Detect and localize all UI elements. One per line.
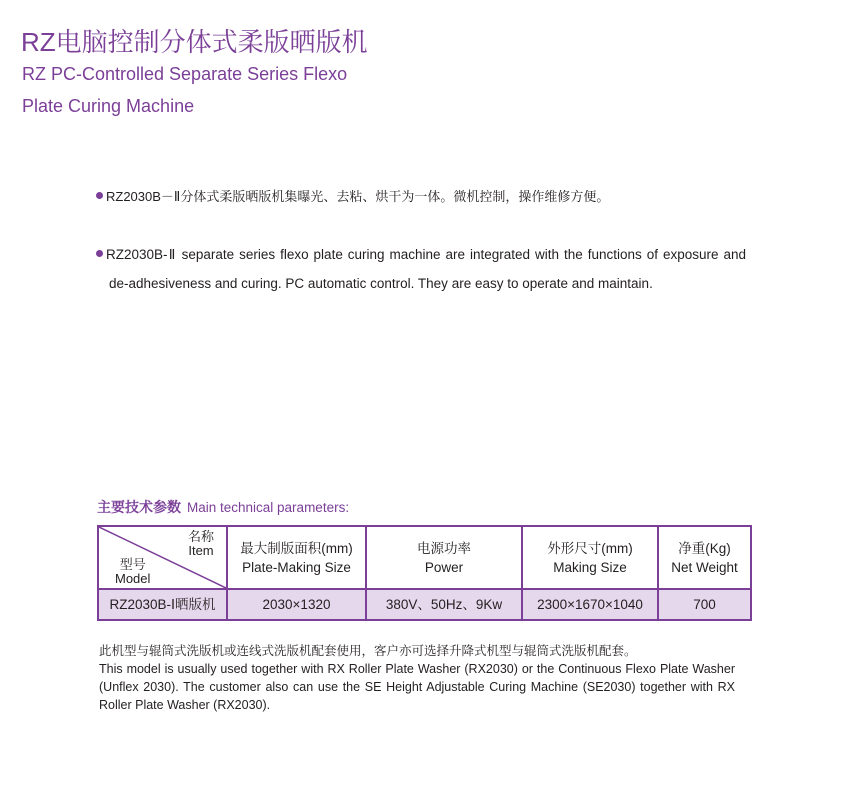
- page-title-en-line1: RZ PC-Controlled Separate Series Flexo: [22, 64, 348, 84]
- bullet-dot-icon: [96, 192, 103, 199]
- cell-power: 380V、50Hz、9Kw: [366, 589, 522, 620]
- cell-dimensions: 2300×1670×1040: [522, 589, 658, 620]
- column-header-weight-cn: 净重(Kg): [678, 540, 731, 556]
- description-cn-text: RZ2030B－Ⅱ分体式柔版晒版机集曝光、去粘、烘干为一体。微机控制，操作维修方便。: [106, 189, 610, 204]
- column-header-size-cn: 最大制版面积(mm): [240, 540, 353, 556]
- usage-note-en: This model is usually used together with RX Roller Plate Washer (RX2030) or the Continuous Flexo Plate Washer (Unflex 2030). The customer also can use the SE Height Adjustable Curing Machine (SE2030) together with RX Roller Plate Washer (RX2030).: [99, 662, 735, 712]
- corner-model-label: [115, 558, 150, 586]
- column-header-dimensions-cn: 外形尺寸(mm): [547, 540, 633, 556]
- usage-note-cn: 此机型与辊筒式洗版机或连线式洗版机配套使用，客户亦可选择升降式机型与辊筒式洗版机配套。: [99, 644, 637, 658]
- cell-model: RZ2030B-Ⅰ晒版机: [98, 589, 227, 620]
- corner-header-cell: [98, 526, 227, 589]
- cell-size: 2030×1320: [227, 589, 366, 620]
- description-en-block: [96, 240, 746, 298]
- spec-table: [97, 525, 752, 621]
- corner-model-en: Model: [115, 571, 151, 586]
- column-header-power-cn: 电源功率: [417, 540, 471, 556]
- corner-model-cn: 型号: [119, 557, 146, 572]
- column-header-weight: [658, 526, 751, 589]
- description-cn: [96, 186, 746, 205]
- column-header-size: [227, 526, 366, 589]
- column-header-weight-en: Net Weight: [671, 559, 738, 575]
- table-row: [98, 589, 751, 620]
- column-header-size-en: Plate-Making Size: [242, 559, 351, 575]
- corner-item-cn: 名称: [187, 529, 214, 544]
- description-en: [96, 240, 746, 298]
- column-header-power-en: Power: [424, 559, 464, 575]
- corner-item-label: [188, 530, 214, 558]
- params-heading: [97, 497, 349, 517]
- corner-item-en: Item: [188, 543, 214, 558]
- cell-weight: 700: [658, 589, 751, 620]
- usage-note: [99, 642, 735, 714]
- column-header-power: [366, 526, 522, 589]
- params-heading-en: Main technical parameters:: [187, 500, 350, 515]
- spec-table-header-row: [98, 526, 751, 589]
- column-header-dimensions-en: Making Size: [553, 559, 627, 575]
- page-title-en-line2: Plate Curing Machine: [22, 96, 195, 116]
- description-en-text: RZ2030B-Ⅱ separate series flexo plate curing machine are integrated with the functions of exposure and de-adhesiveness and curing. PC automatic control. They are easy to operate and maintain.: [106, 247, 746, 291]
- bullet-dot-icon: [96, 250, 103, 257]
- page-title-cn: RZ电脑控制分体式柔版晒版机: [21, 27, 368, 57]
- column-header-dimensions: [522, 526, 658, 589]
- params-heading-cn: 主要技术参数: [97, 499, 181, 515]
